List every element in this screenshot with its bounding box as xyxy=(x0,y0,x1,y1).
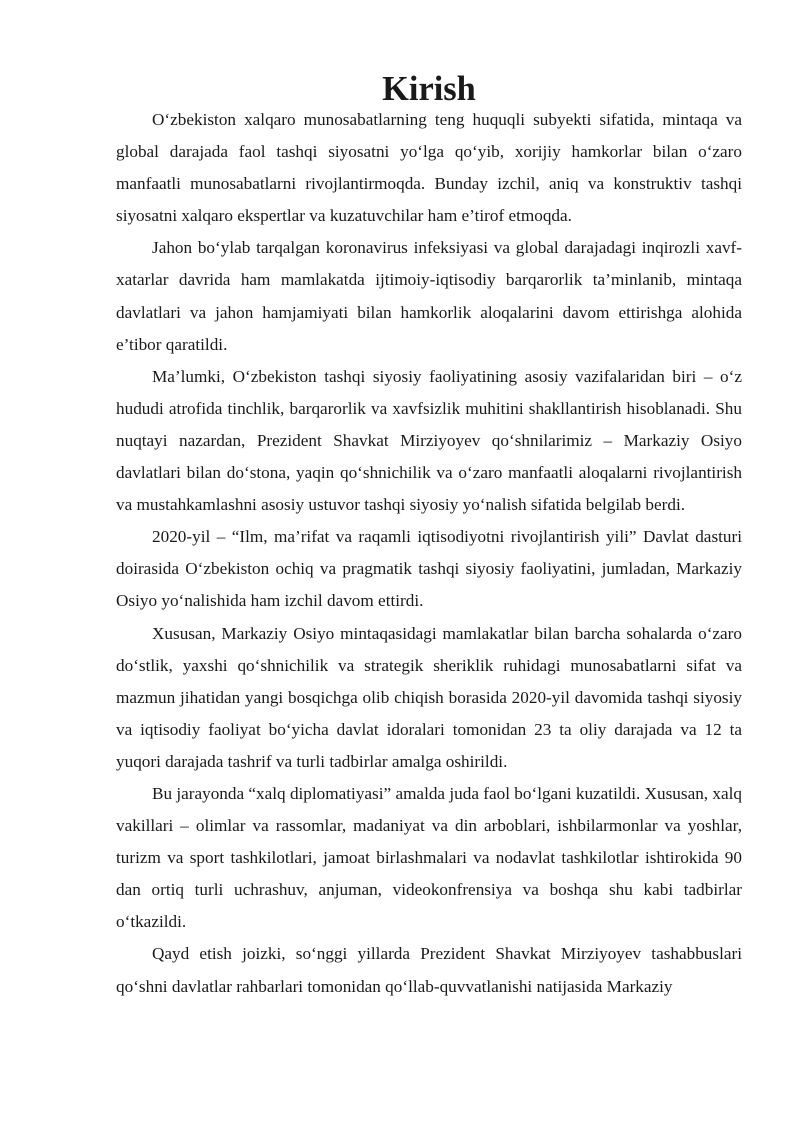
paragraph-5: Xususan, Markaziy Osiyo mintaqasidagi mamlakatlar bilan barcha sohalarda o‘zaro do‘stlik, yaxshi qo‘shnichilik va strategik sheriklik ruhidagi munosabatlarni sifat va mazmun jihatidan yangi bosqichga olib chiqish borasida 2020-yil davomida tashqi siyosiy va iqtisodiy faoliyat bo‘yicha davlat idoralari tomonidan 23 ta oliy darajada va 12 ta yuqori darajada tashrif va turli tadbirlar amalga oshirildi. xyxy=(116,623,742,771)
paragraph-2: Jahon bo‘ylab tarqalgan koronavirus infeksiyasi va global darajadagi inqirozli xavf-xatarlar davrida ham mamlakatda ijtimoiy-iqtisodiy barqarorlik ta’minlanib, mintaqa davlatlari va jahon hamjamiyati bilan hamkorlik aloqalarini davom ettirishga alohida e’tibor qaratildi. xyxy=(116,238,742,354)
paragraph-7: Qayd etish joizki, so‘nggi yillarda Prezident Shavkat Mirziyoyev tashabbuslari qo‘shni davlatlar rahbarlari tomonidan qo‘llab-quvvatlanishi natijasida Markaziy xyxy=(116,944,742,996)
paragraph-6: Bu jarayonda “xalq diplomatiyasi” amalda juda faol bo‘lgani kuzatildi. Xususan, xalq vakillari – olimlar va rassomlar, madaniyat va din arboblari, ishbilarmonlar va yoshlar, turizm va sport tashkilotlari, jamoat birlashmalari va nodavlat tashkilotlar ishtirokida 90 dan ortiq turli uchrashuv, anjuman, videokonfrensiya va boshqa shu kabi tadbirlar o‘tkazildi. xyxy=(116,783,742,932)
paragraph-1: O‘zbekiston xalqaro munosabatlarning teng huquqli subyekti sifatida, mintaqa va global darajada faol tashqi siyosatni yo‘lga qo‘yib, xorijiy hamkorlar bilan o‘zaro manfaatli munosabatlarni rivojlantirmoqda. Bunday izchil, aniq va konstruktiv tashqi siyosatni xalqaro ekspertlar va kuzatuvchilar ham e’tirof etmoqda. xyxy=(116,110,742,226)
paragraph-4: 2020-yil – “Ilm, ma’rifat va raqamli iqtisodiyotni rivojlantirish yili” Davlat dasturi doirasida O‘zbekiston ochiq va pragmatik tashqi siyosiy faoliyatini, jumladan, Markaziy Osiyo yo‘nalishida ham izchil davom ettirdi. xyxy=(116,527,742,611)
section-title: Kirish xyxy=(382,70,476,108)
paragraph-3: Ma’lumki, O‘zbekiston tashqi siyosiy faoliyatining asosiy vazifalaridan biri – o‘z hududi atrofida tinchlik, barqarorlik va xavfsizlik muhitini shakllantirish hisoblanadi. Shu nuqtayi nazardan, Prezident Shavkat Mirziyoyev qo‘shnilarimiz – Markaziy Osiyo davlatlari bilan do‘stona, yaqin qo‘shnichilik va o‘zaro manfaatli aloqalarni rivojlantirish va mustahkamlashni asosiy ustuvor tashqi siyosiy yo‘nalish sifatida belgilab berdi. xyxy=(116,366,742,515)
